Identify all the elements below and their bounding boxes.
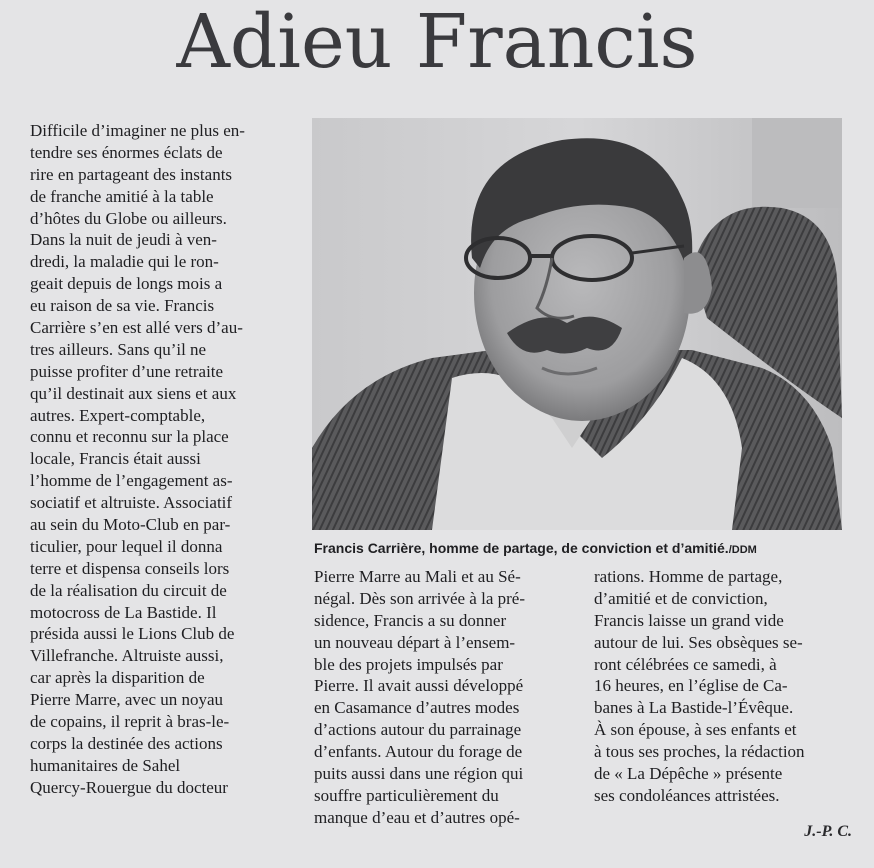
text-line: ticulier, pour lequel il donna (30, 536, 223, 556)
text-line: rire en partageant des instants (30, 164, 233, 184)
text-line: rations. Homme de partage, (594, 567, 783, 586)
text-line: sidence, Francis a su donner (314, 610, 507, 630)
text-line: geait depuis de longs mois a (30, 274, 223, 294)
text-line: car après la disparition de (30, 668, 205, 688)
text-line: l’homme de l’engagement as- (30, 471, 233, 491)
text-line: tendre ses énormes éclats de (30, 142, 223, 162)
text-line: d’hôtes du Globe ou ailleurs. (30, 208, 227, 228)
text-line: en Casamance d’autres modes (314, 698, 520, 718)
text-line: un nouveau départ à l’ensem- (314, 632, 516, 652)
text-line: motocross de La Bastide. Il (30, 602, 217, 622)
text-line: Villefranche. Altruiste aussi, (30, 646, 224, 666)
text-line: tres ailleurs. Sans qu’il ne (30, 339, 207, 359)
text-line: Francis laisse un grand vide (594, 610, 784, 630)
text-line: terre et dispensa conseils lors (30, 558, 230, 578)
text-line: négal. Dès son arrivée à la pré- (314, 588, 525, 608)
text-line: Pierre Marre, avec un noyau (30, 690, 224, 710)
text-line: de la réalisation du circuit de (30, 580, 227, 600)
text-line: Dans la nuit de jeudi à ven- (30, 230, 217, 250)
text-line: humanitaires de Sahel (30, 755, 181, 775)
text-line: locale, Francis était aussi (30, 449, 201, 469)
text-line: de copains, il reprit à bras-le- (30, 712, 230, 732)
text-line: autres. Expert-comptable, (30, 405, 206, 425)
article-column-3 (594, 566, 850, 807)
text-line: ble des projets impulsés par (314, 654, 503, 674)
text-line: Pierre. Il avait aussi développé (314, 676, 524, 696)
text-line: à tous ses proches, la rédaction (594, 742, 805, 762)
text-line: Difficile d’imaginer ne plus en- (30, 121, 245, 140)
text-line: sociatif et altruiste. Associatif (30, 493, 233, 513)
text-line: autour de lui. Ses obsèques se- (594, 632, 803, 652)
text-line: présida aussi le Lions Club de (30, 624, 235, 644)
text-line: d’amitié et de conviction, (594, 588, 768, 608)
text-line: ront célébrées ce samedi, à (594, 654, 777, 674)
text-line: puits aussi dans une région qui (314, 764, 524, 784)
portrait-photo (312, 118, 842, 530)
photo-caption (314, 538, 854, 560)
text-line: connu et reconnu sur la place (30, 427, 229, 447)
text-line: ses condoléances attristées. (594, 785, 780, 805)
text-line: qu’il destinait aux siens et aux (30, 383, 237, 403)
text-line: souffre particulièrement du (314, 785, 499, 805)
text-line: d’enfants. Autour du forage de (314, 742, 523, 762)
article-column-2 (314, 566, 572, 829)
text-line: corps la destinée des actions (30, 733, 223, 753)
caption-text: Francis Carrière, homme de partage, de conviction et d’amitié. (314, 540, 729, 556)
text-line: manque d’eau et d’autres opé- (314, 807, 520, 827)
article-column-1 (30, 120, 292, 799)
text-line: Carrière s’en est allé vers d’au- (30, 318, 243, 338)
text-line: de franche amitié à la table (30, 186, 214, 206)
text-line: eu raison de sa vie. Francis (30, 296, 215, 316)
author-signature: J.-P. C. (804, 823, 852, 840)
article-headline: Adieu Francis (176, 0, 698, 85)
text-line: dredi, la maladie qui le ron- (30, 252, 219, 272)
text-line: À son épouse, à ses enfants et (594, 720, 797, 740)
text-line: Pierre Marre au Mali et au Sé- (314, 567, 521, 586)
photo-credit: /DDM (728, 544, 757, 556)
text-line: au sein du Moto-Club en par- (30, 515, 231, 535)
text-line: banes à La Bastide-l’Évêque. (594, 698, 794, 718)
text-line: 16 heures, en l’église de Ca- (594, 676, 788, 696)
text-line: puisse profiter d’une retraite (30, 361, 224, 381)
text-line: Quercy-Rouergue du docteur (30, 777, 228, 797)
text-line: de « La Dépêche » présente (594, 764, 783, 784)
text-line: d’actions autour du parrainage (314, 720, 522, 740)
